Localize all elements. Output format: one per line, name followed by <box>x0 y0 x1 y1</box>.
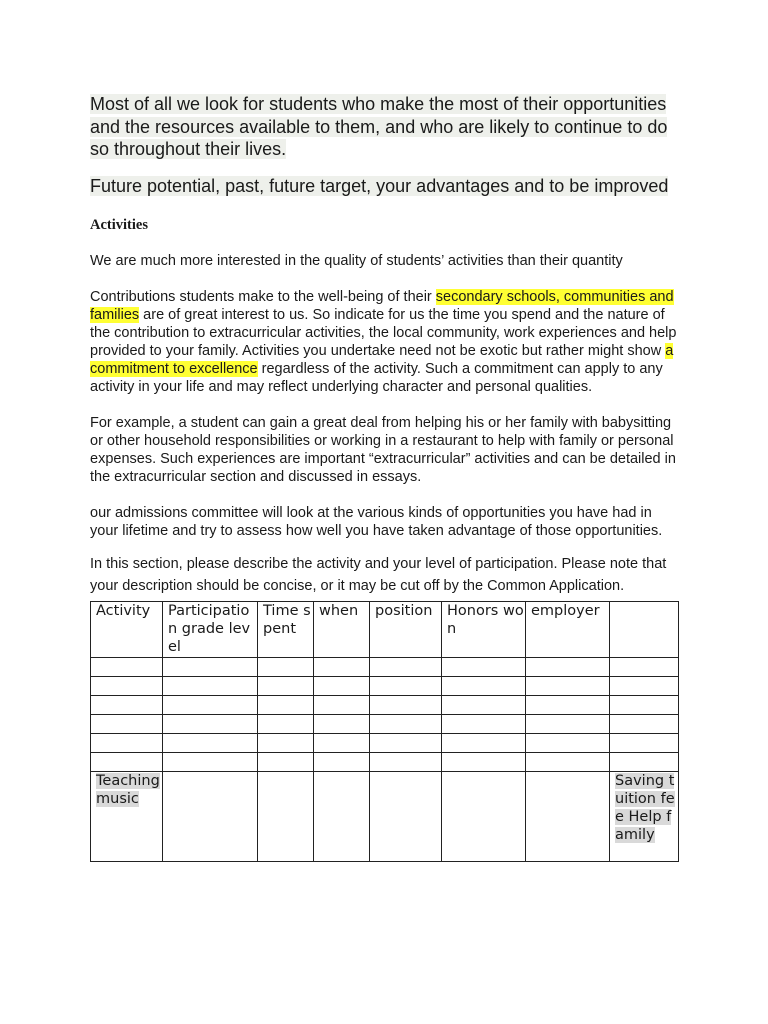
table-cell[interactable] <box>91 714 163 733</box>
header-participation-grade-level: Participation grade level <box>163 601 258 657</box>
table-header-row <box>91 601 679 657</box>
table-cell[interactable] <box>442 752 526 771</box>
table-cell[interactable] <box>370 657 442 676</box>
table-cell[interactable] <box>610 733 679 752</box>
table-cell[interactable] <box>442 676 526 695</box>
table-cell[interactable] <box>442 657 526 676</box>
header-activity: Activity <box>91 601 163 657</box>
table-cell[interactable] <box>370 752 442 771</box>
contrib-text-c: regardless of the activity. Such a commitment can apply to any activity in your life and may reflect underlying character and personal qualities. <box>90 360 663 395</box>
table-cell[interactable] <box>258 771 314 861</box>
table-cell[interactable] <box>163 733 258 752</box>
section-note-paragraph: In this section, please describe the activity and your level of participation. Please note that your description should be concise, or it may be cut off by the Common Application. <box>90 555 667 594</box>
table-cell[interactable] <box>91 733 163 752</box>
activity-value: Teaching music <box>96 772 160 807</box>
table-row <box>91 676 679 695</box>
table-cell[interactable] <box>526 695 610 714</box>
table-cell[interactable] <box>258 657 314 676</box>
contrib-text-b: are of great interest to us. So indicate for us the time you spend and the nature of the contribution to extracurricular activities, the local community, work experiences and help provided to your family. Activities you undertake need not be exotic but rather might show <box>90 306 677 359</box>
table-cell[interactable] <box>370 733 442 752</box>
table-cell[interactable] <box>314 733 370 752</box>
table-cell[interactable] <box>163 771 258 861</box>
header-position: position <box>370 601 442 657</box>
highlight-commitment: a commitment to excellence <box>90 342 674 377</box>
intro-statement-text: Most of all we look for students who make the most of their opportunities and the resources available to them, and who are likely to continue to do so throughout their lives. <box>90 94 668 159</box>
table-cell[interactable] <box>442 771 526 861</box>
table-cell[interactable] <box>442 714 526 733</box>
table-cell[interactable] <box>314 695 370 714</box>
table-cell[interactable] <box>163 752 258 771</box>
table-cell[interactable] <box>526 752 610 771</box>
table-cell[interactable] <box>258 676 314 695</box>
table-cell[interactable] <box>526 657 610 676</box>
table-cell[interactable] <box>91 676 163 695</box>
contributions-paragraph <box>90 288 680 396</box>
table-cell[interactable] <box>258 733 314 752</box>
table-cell[interactable] <box>91 657 163 676</box>
document-page <box>90 93 680 862</box>
header-when: when <box>314 601 370 657</box>
table-cell[interactable] <box>258 752 314 771</box>
highlight-communities: secondary schools, communities and families <box>90 288 674 323</box>
table-cell[interactable] <box>314 752 370 771</box>
cell-purpose[interactable] <box>610 771 679 861</box>
header-blank <box>610 601 679 657</box>
cell-activity-teaching-music[interactable] <box>91 771 163 861</box>
table-cell[interactable] <box>314 676 370 695</box>
table-cell[interactable] <box>314 657 370 676</box>
table-cell[interactable] <box>442 733 526 752</box>
table-cell[interactable] <box>610 695 679 714</box>
activities-heading: Activities <box>90 216 148 233</box>
table-row <box>91 733 679 752</box>
table-cell[interactable] <box>526 733 610 752</box>
table-cell[interactable] <box>526 771 610 861</box>
quality-paragraph: We are much more interested in the quality of students’ activities than their quantity <box>90 252 623 269</box>
table-cell[interactable] <box>258 714 314 733</box>
table-cell[interactable] <box>610 657 679 676</box>
table-cell[interactable] <box>91 752 163 771</box>
header-time-spent: Time spent <box>258 601 314 657</box>
table-cell[interactable] <box>370 676 442 695</box>
intro-statement <box>90 93 680 161</box>
intro-subtitle-text: Future potential, past, future target, your advantages and to be improved <box>90 175 669 196</box>
table-cell[interactable] <box>370 771 442 861</box>
table-row <box>91 752 679 771</box>
table-cell[interactable] <box>442 695 526 714</box>
table-row <box>91 657 679 676</box>
intro-subtitle <box>90 175 680 198</box>
example-paragraph: For example, a student can gain a great deal from helping his or her family with babysitting or other household responsibilities or working in a restaurant to help with family or personal expenses. Such experiences are important “extracurricular” activities and can be detailed in the extracurricular section and discussed in essays. <box>90 414 676 485</box>
table-cell[interactable] <box>610 676 679 695</box>
table-cell[interactable] <box>163 676 258 695</box>
table-row <box>91 695 679 714</box>
table-cell[interactable] <box>370 695 442 714</box>
table-cell[interactable] <box>526 676 610 695</box>
table-cell[interactable] <box>163 657 258 676</box>
table-cell[interactable] <box>163 714 258 733</box>
table-cell[interactable] <box>370 714 442 733</box>
table-cell[interactable] <box>314 771 370 861</box>
table-cell[interactable] <box>610 752 679 771</box>
contrib-text-a: Contributions students make to the well-being of their <box>90 288 436 305</box>
committee-paragraph: our admissions committee will look at the various kinds of opportunities you have had in your lifetime and try to assess how well you have taken advantage of those opportunities. <box>90 504 663 539</box>
header-honors-won: Honors won <box>442 601 526 657</box>
table-row <box>91 714 679 733</box>
table-cell[interactable] <box>526 714 610 733</box>
table-row-teaching-music <box>91 771 679 861</box>
activities-table <box>90 601 679 862</box>
table-cell[interactable] <box>314 714 370 733</box>
table-cell[interactable] <box>258 695 314 714</box>
purpose-value: Saving tuition fee Help family <box>615 772 675 843</box>
table-cell[interactable] <box>610 714 679 733</box>
table-cell[interactable] <box>163 695 258 714</box>
table-cell[interactable] <box>91 695 163 714</box>
header-employer: employer <box>526 601 610 657</box>
